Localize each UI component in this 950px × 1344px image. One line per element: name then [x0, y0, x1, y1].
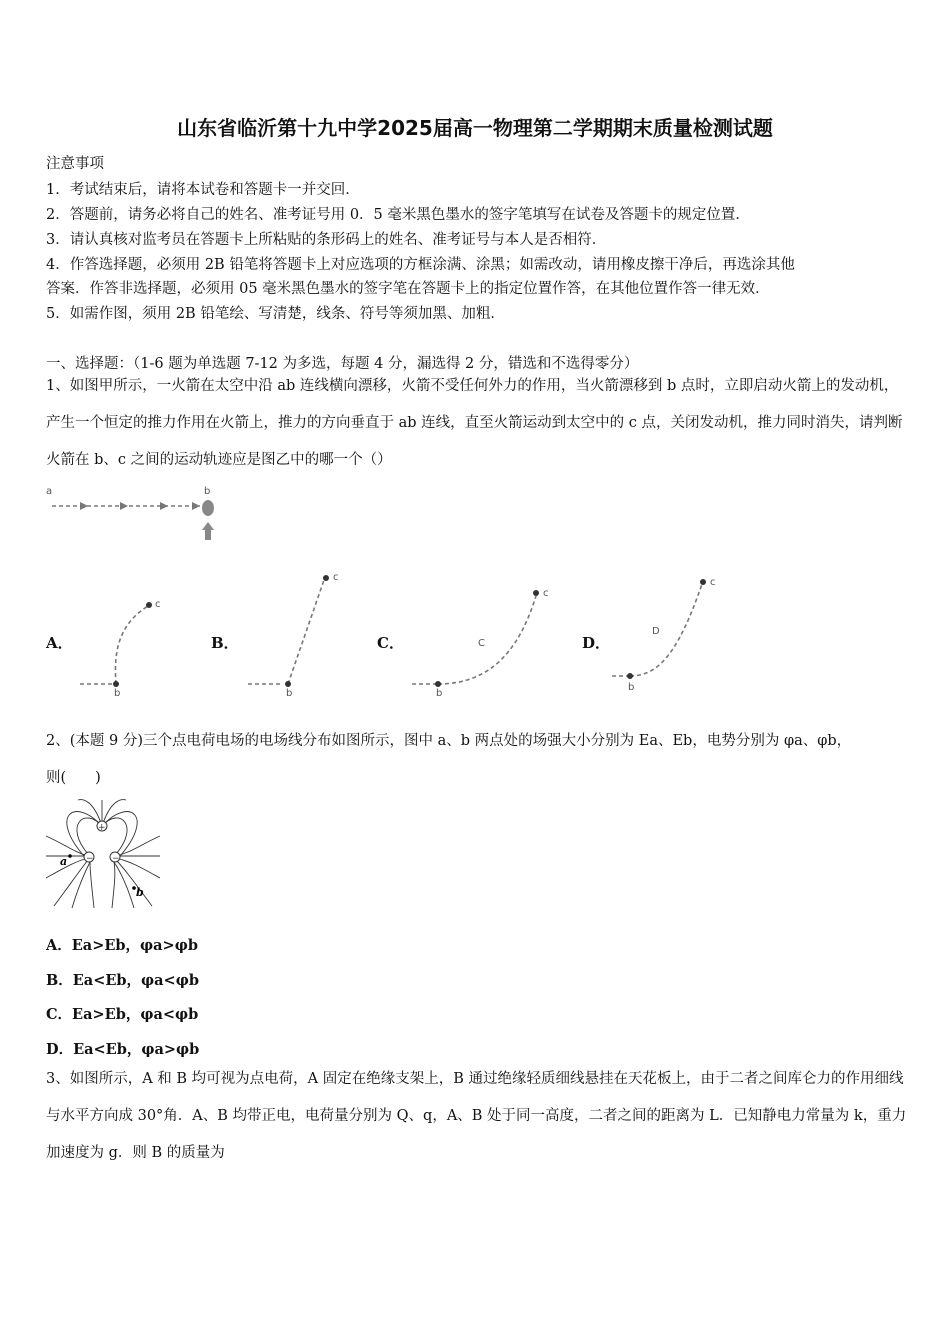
- q1-fig-label-b: b: [204, 486, 211, 497]
- arrow-icon: [192, 502, 200, 510]
- curve-letter-c: C: [478, 638, 485, 649]
- q1-fig-label-a: a: [46, 486, 53, 497]
- q1-option-a[interactable]: A．: [46, 634, 73, 652]
- positive-charge: +: [98, 823, 106, 833]
- point-b-label: b: [136, 886, 144, 899]
- point-c: [323, 575, 329, 581]
- point-c: [533, 590, 539, 596]
- notice-item: 4．作答选择题，必须用 2B 铅笔将答题卡上对应选项的方框涂满、涂黑；如需改动，请用橡皮擦干净后，再选涂其他: [46, 257, 795, 273]
- q1-figure-drift: [40, 480, 240, 550]
- point-b: [435, 681, 441, 687]
- notice-item: 答案．作答非选择题，必须用 05 毫米黑色墨水的签字笔在答题卡上的指定位置作答，在其他位置作答一律无效．: [46, 281, 770, 297]
- svg-text:c: c: [543, 588, 549, 599]
- question-2-line1: 2、(本题 9 分)三个点电荷电场的电场线分布如图所示，图中 a、b 两点处的场强大小分别为 Ea、Eb，电势分别为 φa、φb，: [46, 733, 852, 749]
- svg-text:b: b: [628, 682, 635, 693]
- q2-option-d[interactable]: D．Ea<Eb，φa>φb: [46, 1041, 200, 1058]
- svg-text:b: b: [114, 688, 121, 699]
- point-b: [113, 681, 119, 687]
- negative-charge: −: [86, 854, 94, 864]
- page-title: 山东省临沂第十九中学2025届高一物理第二学期期末质量检测试题: [177, 116, 773, 140]
- question-3-text: 3、如图所示，A 和 B 均可视为点电荷，A 固定在绝缘支架上，B 通过绝缘轻质细线悬挂在天花板上，由于二者之间库仑力的作用细线与水平方向成 30°角．A、B 均带正电，电荷量分别为 Q、q，A、B 处于同一高度，二者之间的距离为 L．已知静电力常量为 k，重力加速度为 g．则 B 的质量为: [46, 1071, 907, 1161]
- question-1-text: 1、如图甲所示，一火箭在太空中沿 ab 连线横向漂移，火箭不受任何外力的作用，当火箭漂移到 b 点时，立即启动火箭上的发动机，产生一个恒定的推力作用在火箭上，推力的方向垂直于 ab 连线，直至火箭运动到太空中的 c 点，关闭发动机，推力同时消失，请判断火箭在 b、c 之间的运动轨迹应是图乙中的哪一个（）: [46, 378, 903, 468]
- q2-option-a[interactable]: A．Ea>Eb，φa>φb: [46, 937, 198, 954]
- point-b: [285, 681, 291, 687]
- point-c: [700, 579, 706, 585]
- arrow-icon: [160, 502, 168, 510]
- notice-heading: 注意事项: [46, 156, 104, 172]
- q2-option-b[interactable]: B．Ea<Eb，φa<φb: [46, 972, 199, 989]
- q1-trajectory-d: [608, 574, 728, 698]
- point-a-label: a: [60, 855, 68, 868]
- svg-text:b: b: [436, 688, 443, 699]
- notice-item: 1．考试结束后，请将本试卷和答题卡一并交回．: [46, 182, 360, 198]
- rocket-icon: [202, 500, 214, 516]
- negative-charge: −: [112, 854, 120, 864]
- question-2-line2: 则( ): [46, 770, 101, 786]
- notice-item: 3．请认真核对监考员在答题卡上所粘贴的条形码上的姓名、准考证号与本人是否相符．: [46, 232, 607, 248]
- point-b: [627, 673, 633, 679]
- q1-option-c[interactable]: C．: [377, 634, 404, 652]
- q1-trajectory-b: [244, 570, 354, 698]
- q1-option-b[interactable]: B．: [211, 634, 239, 652]
- arrow-icon: [120, 502, 128, 510]
- section-heading: 一、选择题：（1-6 题为单选题 7-12 为多选，每题 4 分，漏选得 2 分，错选和不选得零分）: [46, 356, 639, 372]
- q1-option-d[interactable]: D．: [582, 634, 611, 652]
- svg-text:b: b: [286, 688, 293, 699]
- point-c: [146, 602, 152, 608]
- svg-text:c: c: [333, 572, 339, 583]
- svg-text:c: c: [155, 599, 161, 610]
- q1-trajectory-c: [408, 584, 558, 698]
- q2-option-c[interactable]: C．Ea>Eb，φa<φb: [46, 1006, 199, 1023]
- notice-item: 2．答题前，请务必将自己的姓名、准考证号用 0．5 毫米黑色墨水的签字笔填写在试卷及答题卡的规定位置．: [46, 207, 750, 223]
- q1-trajectory-a: [76, 596, 166, 698]
- q2-field-lines-figure: [44, 796, 162, 910]
- svg-text:c: c: [710, 577, 716, 588]
- curve-letter-d: D: [652, 626, 660, 637]
- arrow-icon: [80, 502, 88, 510]
- thrust-arrow-icon: [202, 522, 214, 540]
- notice-item: 5．如需作图，须用 2B 铅笔绘、写清楚，线条、符号等须加黑、加粗．: [46, 306, 505, 322]
